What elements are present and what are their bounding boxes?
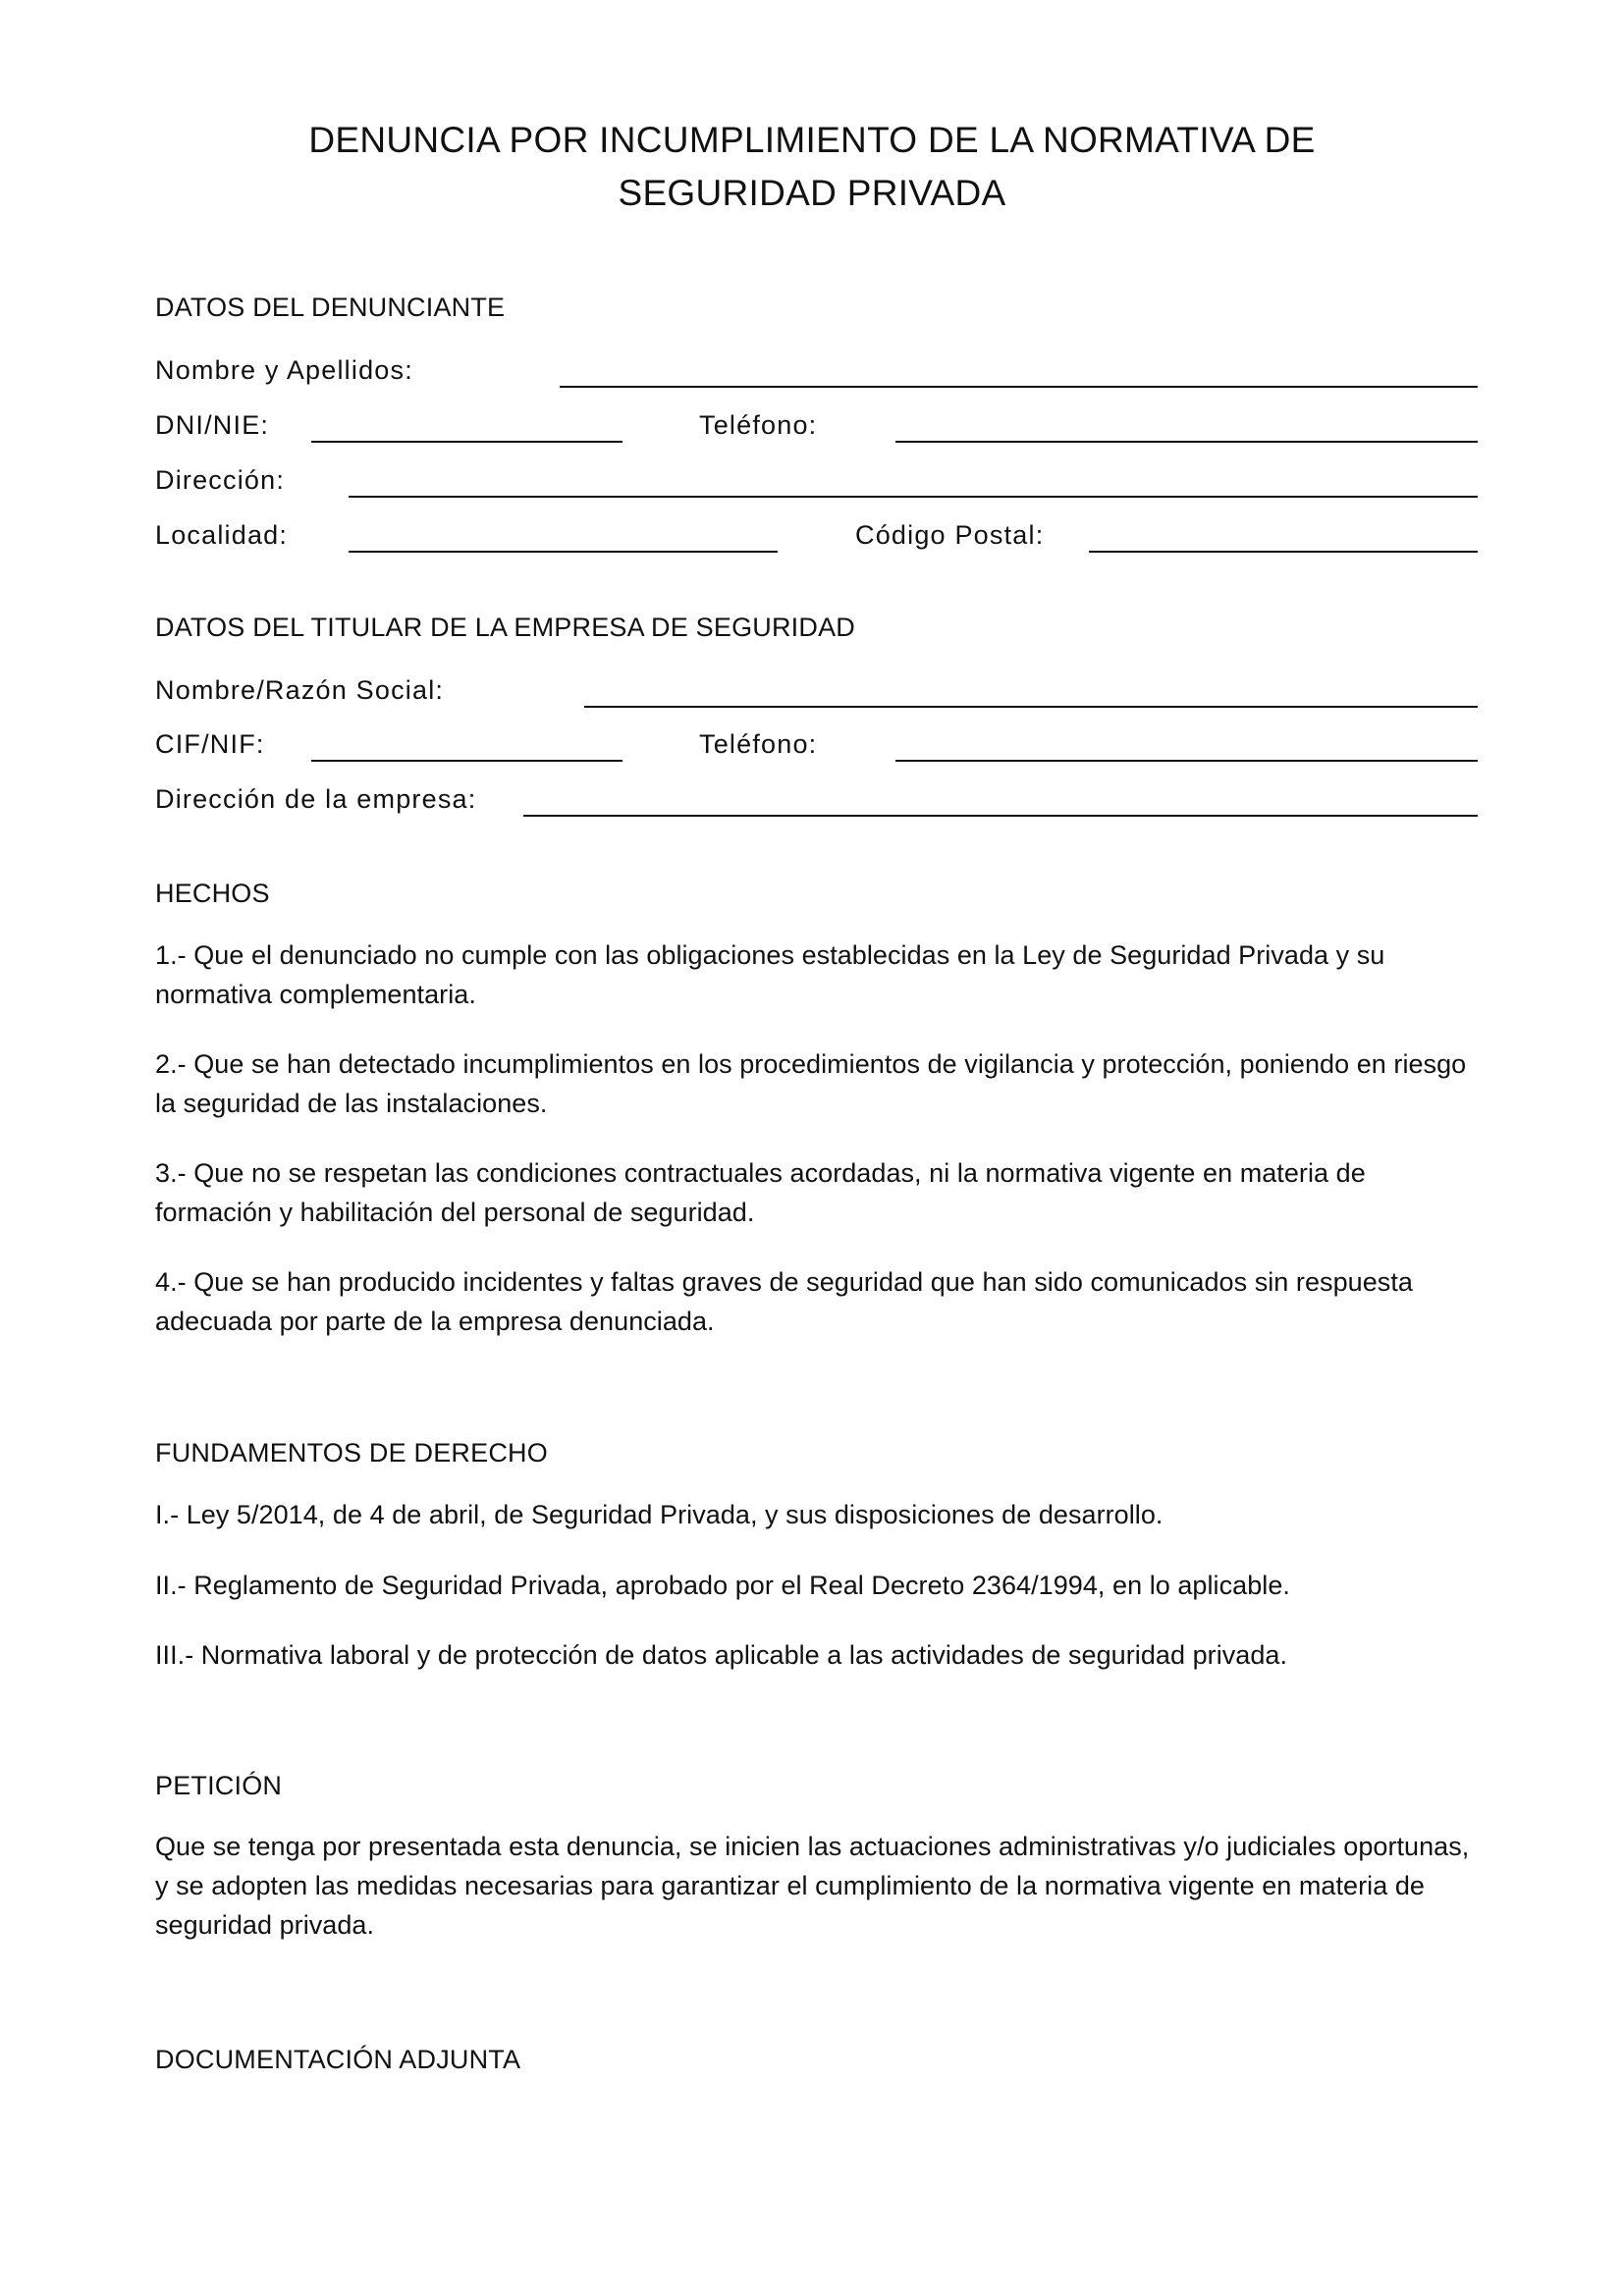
section-heading-denunciante: DATOS DEL DENUNCIANTE xyxy=(155,293,506,322)
denunciante-telefono-label: Teléfono: xyxy=(699,410,818,440)
section-heading-documentacion: DOCUMENTACIÓN ADJUNTA xyxy=(155,2045,521,2074)
codigo-postal-label: Código Postal: xyxy=(855,520,1045,550)
fundamento-2: II.- Reglamento de Seguridad Privada, aprobado por el Real Decreto 2364/1994, en lo aplicable. xyxy=(155,1571,1290,1600)
dni-nie-field[interactable] xyxy=(311,441,623,443)
section-heading-peticion: PETICIÓN xyxy=(155,1771,283,1800)
nombre-apellidos-label: Nombre y Apellidos: xyxy=(155,355,413,385)
hecho-4: 4.- Que se han producido incidentes y faltas graves de seguridad que han sido comunicados sin respuesta adecuada por parte de la empresa denunciada. xyxy=(155,1267,1413,1336)
direccion-empresa-label: Dirección de la empresa: xyxy=(155,784,477,814)
fundamento-1: I.- Ley 5/2014, de 4 de abril, de Seguridad Privada, y sus disposiciones de desarrollo. xyxy=(155,1500,1164,1529)
dni-nie-label: DNI/NIE: xyxy=(155,410,270,440)
document-title xyxy=(0,114,1624,220)
direccion-empresa-field[interactable] xyxy=(523,815,1478,817)
codigo-postal-field[interactable] xyxy=(1089,551,1478,553)
nombre-apellidos-field[interactable] xyxy=(560,386,1478,388)
empresa-telefono-field[interactable] xyxy=(895,760,1478,762)
section-heading-empresa: DATOS DEL TITULAR DE LA EMPRESA DE SEGURIDAD xyxy=(155,613,855,642)
localidad-field[interactable] xyxy=(349,551,778,553)
section-heading-fundamentos: FUNDAMENTOS DE DERECHO xyxy=(155,1438,548,1468)
peticion-text: Que se tenga por presentada esta denuncia, se inicien las actuaciones administrativas y/o judiciales oportunas, y se adopten las medidas necesarias para garantizar el cumplimiento de la normativa vigente en materia de seguridad privada. xyxy=(155,1832,1470,1940)
razon-social-label: Nombre/Razón Social: xyxy=(155,675,445,705)
denunciante-telefono-field[interactable] xyxy=(895,441,1478,443)
empresa-telefono-label: Teléfono: xyxy=(699,729,818,759)
hecho-3: 3.- Que no se respetan las condiciones contractuales acordadas, ni la normativa vigente en materia de formación y habilitación del personal de seguridad. xyxy=(155,1158,1366,1227)
razon-social-field[interactable] xyxy=(584,706,1478,708)
direccion-field[interactable] xyxy=(349,496,1478,498)
hecho-2: 2.- Que se han detectado incumplimientos en los procedimientos de vigilancia y protección, poniendo en riesgo la seguridad de las instalaciones. xyxy=(155,1049,1467,1118)
fundamento-3: III.- Normativa laboral y de protección de datos aplicable a las actividades de seguridad privada. xyxy=(155,1640,1288,1670)
localidad-label: Localidad: xyxy=(155,520,289,550)
section-heading-hechos: HECHOS xyxy=(155,879,270,908)
direccion-label: Dirección: xyxy=(155,465,286,495)
cif-nif-field[interactable] xyxy=(311,760,623,762)
title-line-2: SEGURIDAD PRIVADA xyxy=(618,173,1006,213)
cif-nif-label: CIF/NIF: xyxy=(155,729,265,759)
hecho-1: 1.- Que el denunciado no cumple con las obligaciones establecidas en la Ley de Seguridad Privada y su normativa complementaria. xyxy=(155,940,1385,1009)
title-line-1: DENUNCIA POR INCUMPLIMIENTO DE LA NORMATIVA DE xyxy=(308,120,1316,160)
